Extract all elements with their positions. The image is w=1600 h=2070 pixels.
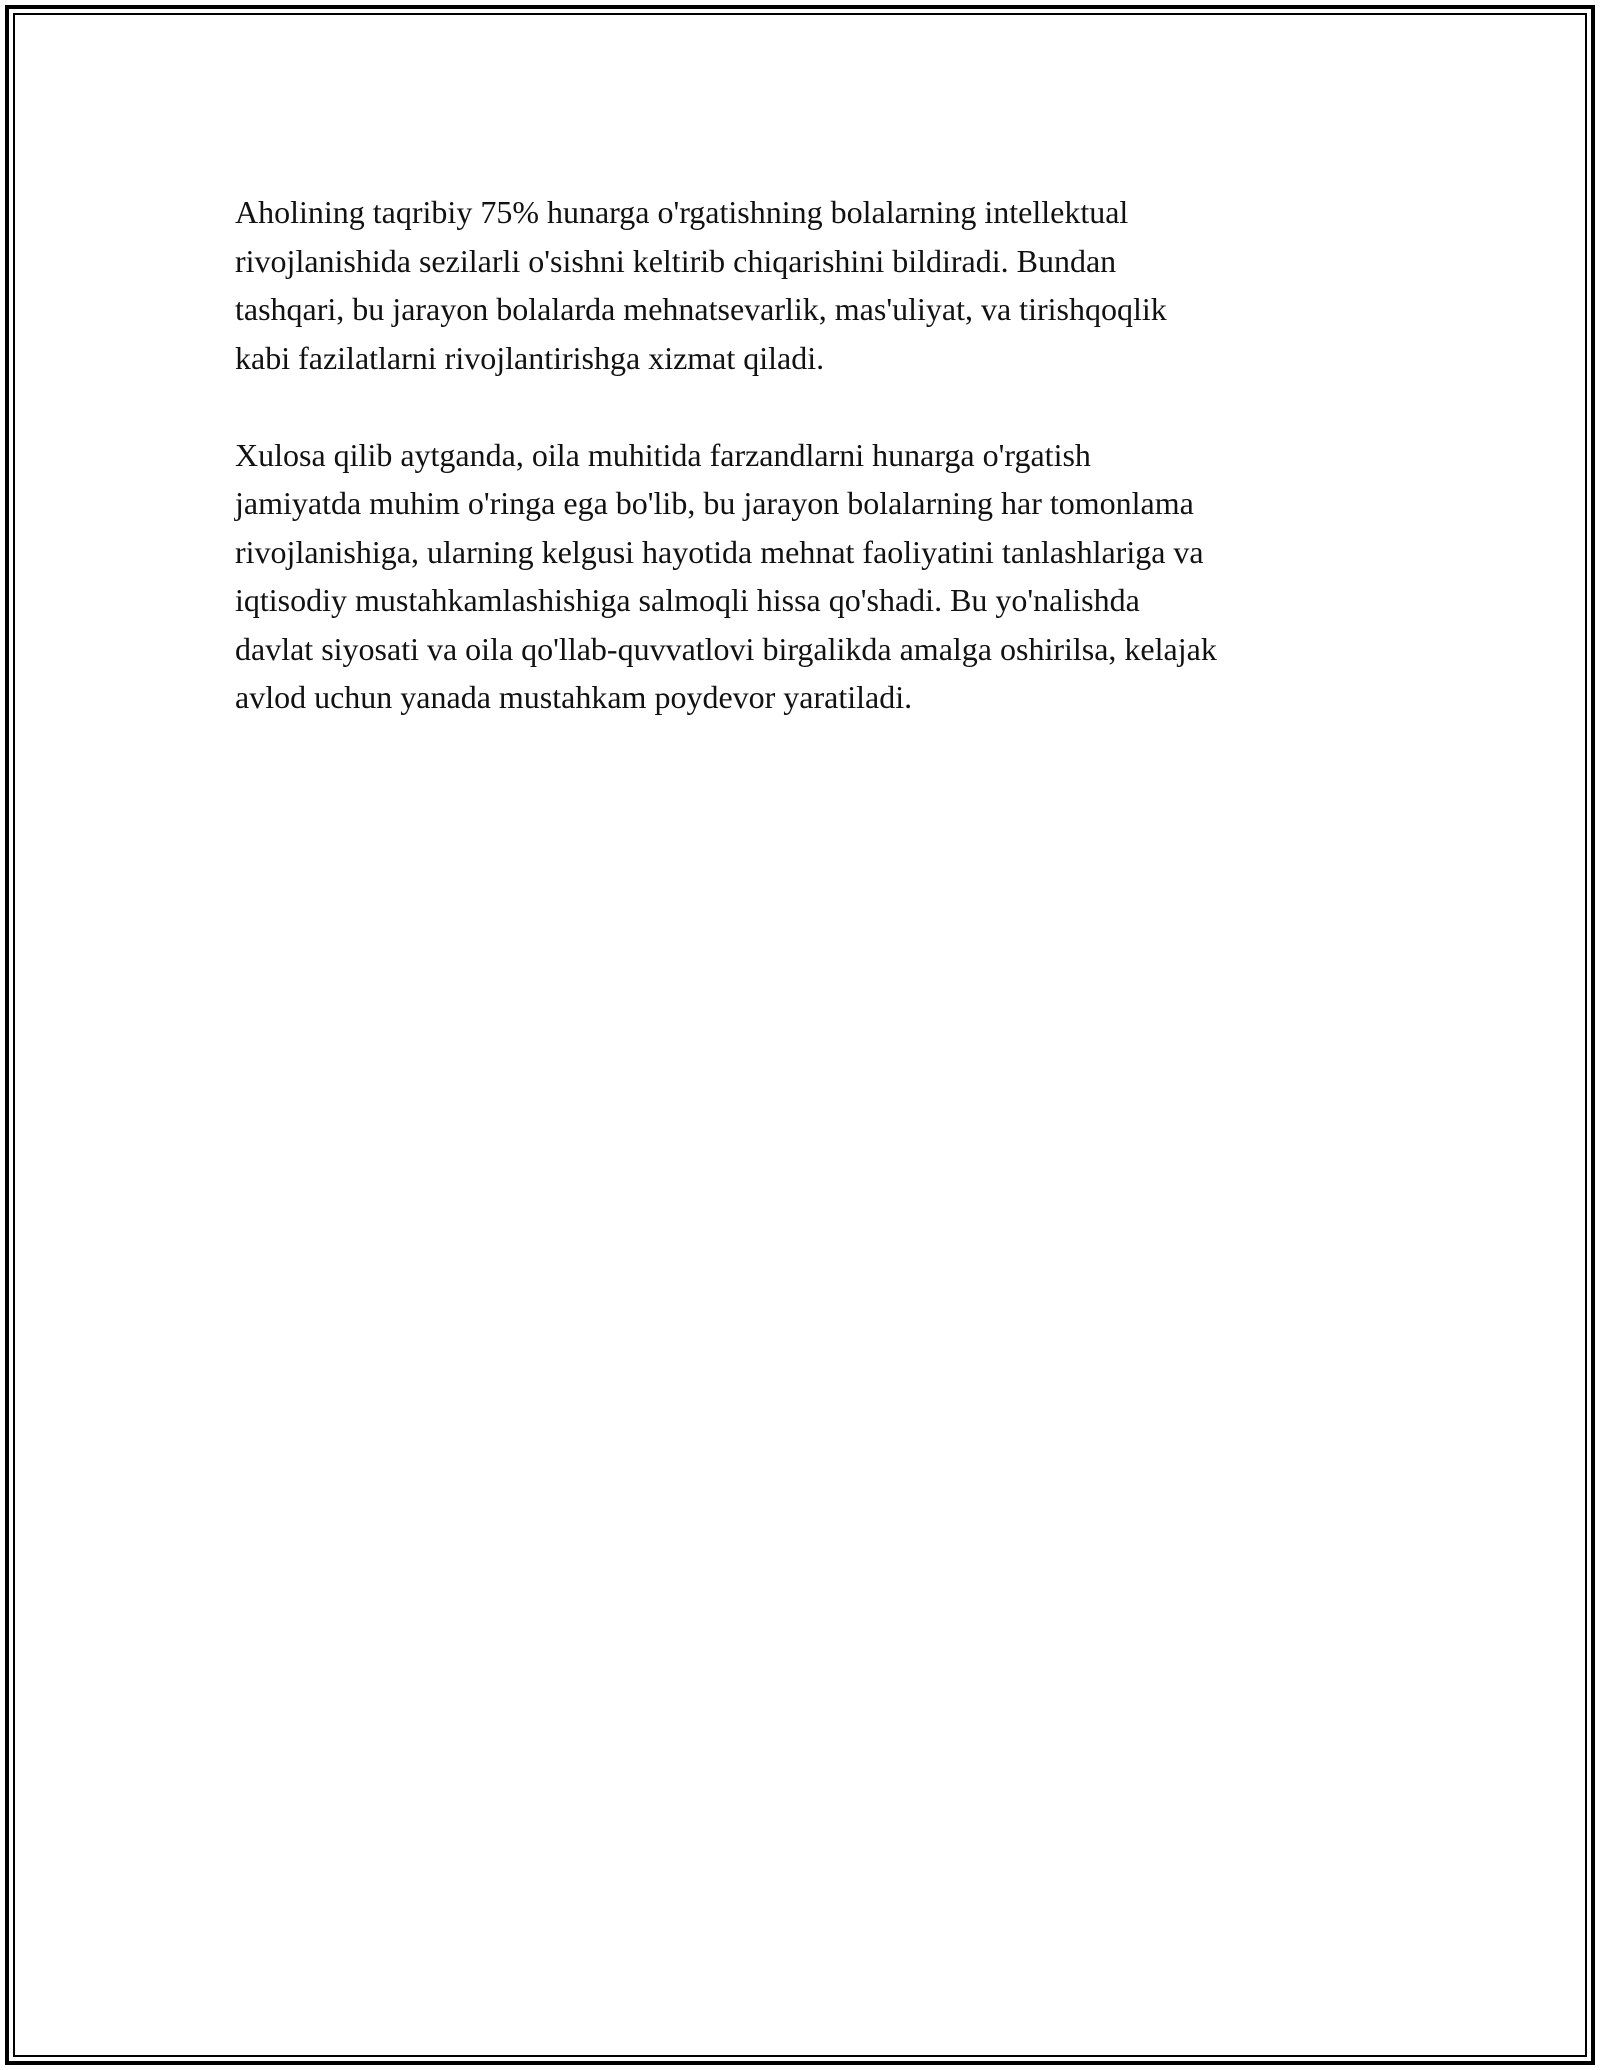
document-body [235,188,1405,722]
paragraph-line: iqtisodiy mustahkamlashishiga salmoqli hissa qo'shadi. Bu yo'nalishda [235,582,1140,618]
paragraph-line: tashqari, bu jarayon bolalarda mehnatsevarlik, mas'uliyat, va tirishqoqlik [235,291,1167,327]
paragraph-line: rivojlanishida sezilarli o'sishni keltirib chiqarishini bildiradi. Bundan [235,242,1117,279]
paragraph-line: jamiyatda muhim o'ringa ega bo'lib, bu jarayon bolalarning har tomonlama [235,485,1194,521]
paragraph-line: rivojlanishiga, ularning kelgusi hayotida mehnat faoliyatini tanlashlariga va [235,533,1204,570]
paragraph-line: Aholining taqribiy 75% hunarga o'rgatishning bolalarning intellektual [235,194,1129,230]
paragraph-statistic [235,188,1405,382]
paragraph-line: kabi fazilatlarni rivojlantirishga xizmat qiladi. [235,339,825,376]
paragraph-line: Xulosa qilib aytganda, oila muhitida farzandlarni hunarga o'rgatish [235,436,1091,473]
paragraph-conclusion [235,431,1405,722]
paragraph-line: avlod uchun yanada mustahkam poydevor yaratiladi. [235,679,913,715]
paragraph-line: davlat siyosati va oila qo'llab-quvvatlovi birgalikda amalga oshirilsa, kelajak [235,630,1217,667]
